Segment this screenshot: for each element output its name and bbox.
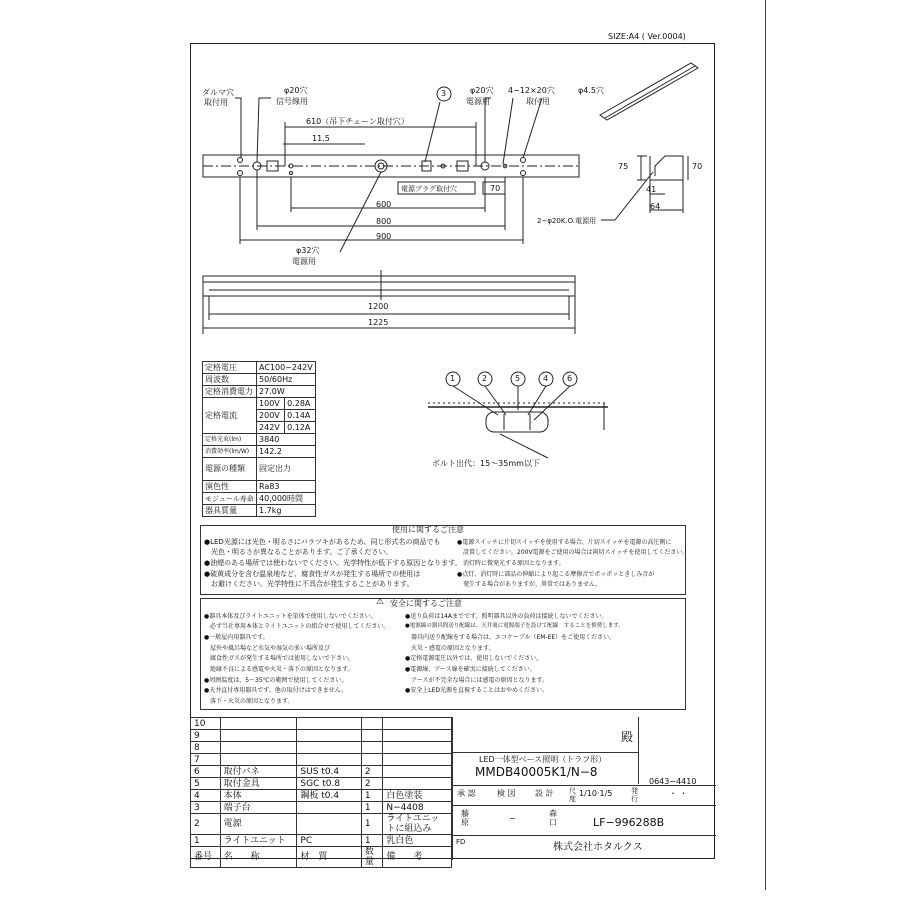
bom-cell: 乳白色 [383, 835, 452, 847]
bom-cell: ライトユニットに組込み [383, 814, 452, 835]
bom-cell: 鋼板 t0.4 [297, 790, 361, 802]
bom-cell [383, 718, 452, 730]
table-row [191, 730, 452, 742]
bom-cell [383, 730, 452, 742]
install-ref: 2 [482, 374, 488, 383]
bom-cell [220, 742, 297, 754]
bom-cell [220, 730, 297, 742]
label-daruma-hole: ダルマ穴 [202, 88, 234, 97]
dim-70: 70 [490, 184, 501, 193]
check-label: 検 図 [497, 789, 516, 798]
dim-610: 610（吊下チェーン取付穴） [306, 117, 409, 126]
spec-value: Ra83 [257, 481, 316, 493]
approver-name: 藤原 [461, 809, 469, 827]
label-hole32: φ32穴 [296, 246, 320, 255]
bom-cell: 備 考 [383, 847, 452, 868]
install-view-drawing [428, 370, 608, 470]
usage-note: 設置してください。200V電源をご使用の場合は両切スイッチを使用してください。 [457, 549, 689, 556]
spec-value: 50/60Hz [257, 374, 316, 386]
front-view-drawing [195, 268, 585, 343]
design-label: 設 計 [535, 789, 554, 798]
bom-cell: 白色塗装 [383, 790, 452, 802]
table-header [191, 847, 452, 868]
bom-cell [383, 778, 452, 790]
title-divider [453, 752, 638, 753]
usage-note: 消灯時に微発光する原因となります。 [457, 560, 565, 567]
usage-note: ●LED光源には光色・明るさにバラツキがあるため、同じ形式名の商品でも [204, 538, 441, 546]
safety-note: ●電源線の器具間送り配線は、天井裏に電源端子を設けて配線 することを推奨します。 [405, 623, 624, 629]
usage-notes-title: 使用に関するご注意 [392, 525, 464, 534]
fd-label: FD [456, 838, 466, 846]
spec-value: 27.0W [257, 386, 316, 398]
bom-cell [220, 718, 297, 730]
bom-cell: 4 [191, 790, 221, 802]
bom-cell: 7 [191, 754, 221, 766]
table-row [191, 754, 452, 766]
spec-label: 定格消費電力 [203, 386, 257, 398]
label-hole45: φ4.5穴 [578, 86, 604, 95]
bom-cell: 1 [361, 802, 382, 814]
title-divider [453, 835, 716, 836]
label-hole20-power: φ20穴 [470, 86, 494, 95]
bom-cell [297, 754, 361, 766]
page-edge-line [765, 0, 766, 890]
install-ref: 5 [515, 374, 521, 383]
dim-11-5: 11.5 [312, 134, 330, 143]
safety-notes-title: 安全に関するご注意 [390, 599, 462, 608]
approve-label: 承 認 [457, 789, 476, 798]
safety-note: 落下・火災の原因となります。 [204, 698, 294, 705]
designer-name: 森口 [549, 809, 557, 827]
bom-cell: SUS t0.4 [297, 766, 361, 778]
product-name: LED一体型ベース照明（トラフ形） [479, 755, 607, 764]
spec-label: 周波数 [203, 374, 257, 386]
table-row [191, 802, 452, 814]
bom-cell: 本体 [220, 790, 297, 802]
bom-cell: 10 [191, 718, 221, 730]
spec-label: 電源の種類 [203, 458, 257, 481]
usage-note: 発生する場合がありますが、異常ではありません。 [457, 581, 602, 588]
bom-cell: 2 [361, 766, 382, 778]
usage-note: ●油煙のある場所では使わないでください。光学特性が低下する原因となります。 [204, 559, 462, 567]
label-knockout: 2−φ20K.O.電源用 [537, 217, 597, 225]
to-mark: 殿 [621, 730, 634, 744]
bom-cell: 2 [361, 778, 382, 790]
safety-note: ●器具本体及びライトユニットを単体で使用しないでください。 [204, 613, 377, 620]
spec-value: 0.14A [285, 410, 316, 422]
table-row [191, 766, 452, 778]
spec-value: 100V [257, 398, 285, 410]
bom-cell: 取付バネ [220, 766, 297, 778]
warning-icon: ⚠ [376, 597, 385, 607]
spec-label: 器具質量 [203, 505, 257, 517]
product-code: 0643−4410 [649, 777, 697, 786]
bom-table [190, 717, 452, 868]
side-dim-64: 64 [650, 202, 661, 211]
bom-cell [220, 754, 297, 766]
bom-cell: 番号 [191, 847, 221, 868]
spec-label: モジュール寿命 [203, 493, 257, 505]
scale-value: 1/10·1/5 [579, 789, 613, 798]
spec-label: 定格電流 [203, 398, 257, 434]
table-row [191, 814, 452, 835]
title-divider [638, 717, 639, 784]
safety-note: 絶縁不良による感電や火災・落下の原因となります。 [204, 666, 354, 673]
label-daruma-use: 取付用 [204, 98, 228, 107]
table-row [191, 742, 452, 754]
bom-cell [361, 718, 382, 730]
bom-cell [297, 802, 361, 814]
usage-note: ●点灯、消灯時に部品の伸縮により起こる摩擦音でポッポッときしみ音が [457, 571, 655, 578]
dim-1200: 1200 [368, 302, 389, 311]
spec-label: 定格光束(lm) [203, 434, 257, 446]
model-number: MMDB40005K1/N−8 [475, 765, 598, 779]
spec-value: 242V [257, 422, 285, 434]
spec-value: 40,000時間 [257, 493, 316, 505]
bom-cell: 取付金具 [220, 778, 297, 790]
spec-value: 0.28A [285, 398, 316, 410]
label-hole20-power-use: 電源用 [466, 97, 490, 106]
table-row [191, 778, 452, 790]
size-version: SIZE:A4 ( Ver.0004) [608, 32, 686, 41]
label-hole20-signal: φ20穴 [284, 86, 308, 95]
safety-note: ●電源線、アース線を確実に接続してください。 [405, 666, 536, 673]
side-dim-41: 41 [646, 185, 657, 194]
spec-label: 演色性 [203, 481, 257, 493]
bom-cell: 5 [191, 778, 221, 790]
title-divider [453, 785, 716, 786]
bom-cell [361, 754, 382, 766]
checker-name: − [509, 814, 516, 823]
bom-cell: 1 [361, 790, 382, 802]
usage-note: 光色・明るさが異なることがあります。ご了承ください。 [204, 548, 393, 556]
bom-cell [383, 754, 452, 766]
bom-cell: 8 [191, 742, 221, 754]
bom-cell [383, 766, 452, 778]
dim-900: 900 [376, 232, 392, 241]
bom-cell [361, 730, 382, 742]
bom-cell [297, 742, 361, 754]
safety-note: 火災・感電の原因となります。 [405, 645, 495, 652]
top-view-drawing [195, 60, 715, 275]
bom-cell [361, 742, 382, 754]
label-hole32-use: 電源用 [292, 257, 316, 266]
safety-note: ●定格電源電圧以外では、使用しないでください。 [405, 655, 543, 662]
bom-cell: 1 [361, 814, 382, 835]
spec-label: 消費効率(lm/W) [203, 446, 257, 458]
safety-note: アースが不完全な場合には感電の原因となります。 [405, 677, 549, 684]
safety-note: 屋外や風呂場など水気や湿気の多い場所及び [204, 645, 331, 652]
bom-cell: 材 質 [297, 847, 361, 868]
issue-value: ・ ・ [669, 789, 688, 798]
label-slot: 4−12×20穴 [508, 86, 555, 95]
label-slot-use: 取付用 [526, 97, 550, 106]
dim-600: 600 [376, 200, 392, 209]
spec-value: 142.2 [257, 446, 316, 458]
bom-cell [383, 742, 452, 754]
bom-cell: 1 [191, 835, 221, 847]
spec-value: 200V [257, 410, 285, 422]
bom-cell: 電源 [220, 814, 297, 835]
bom-cell: 9 [191, 730, 221, 742]
table-row [191, 718, 452, 730]
bom-cell: SGC t0.8 [297, 778, 361, 790]
bolt-note: ボルト出代：15～35mm以下 [432, 459, 540, 468]
safety-note: ●天井直付専用器具です。他の取付けはできません。 [204, 687, 348, 694]
bom-cell: 6 [191, 766, 221, 778]
bom-cell: 数量 [361, 847, 382, 868]
safety-note: 器具内送り配線をする場合は、エコケーブル（EM-EE）をご使用ください。 [405, 634, 616, 641]
label-ref3: 3 [441, 89, 447, 98]
safety-note: ●送り負荷は14Aまでです。照明器具以外の負荷は接続しないでください。 [405, 613, 608, 620]
safety-note: ●周囲温度は、5～35℃の範囲で使用してください。 [204, 677, 348, 684]
install-ref: 1 [450, 374, 456, 383]
spec-value: AC100~242V [257, 362, 316, 374]
title-divider [453, 805, 716, 806]
install-ref: 4 [543, 374, 549, 383]
issue-label: 発行 [631, 787, 638, 803]
company-name: 株式会社ホタルクス [553, 842, 643, 853]
plug-hole-label: 電源プラグ取付穴 [401, 185, 457, 193]
spec-label: 定格電圧 [203, 362, 257, 374]
bom-cell: 2 [191, 814, 221, 835]
dim-1225: 1225 [368, 318, 389, 327]
dim-800: 800 [376, 217, 392, 226]
usage-note: ●電源スイッチに片切スイッチを使用する場合、片切スイッチを電源の高圧側に [457, 539, 672, 546]
bom-cell [297, 814, 361, 835]
spec-value: 0.12A [285, 422, 316, 434]
bom-cell: N−4408 [383, 802, 452, 814]
spec-value: 3840 [257, 434, 316, 446]
safety-note: 必ず当社専用本体とライトユニットの組合せで使用してください。 [204, 623, 390, 630]
title-block [452, 717, 716, 860]
scale-label: 尺度 [569, 787, 576, 803]
label-hole20-signal-use: 信号線用 [276, 97, 308, 106]
bom-cell: 1 [361, 835, 382, 847]
bom-cell: 3 [191, 802, 221, 814]
bom-cell: 端子台 [220, 802, 297, 814]
bom-cell: PC [297, 835, 361, 847]
spec-value: 1.7kg [257, 505, 316, 517]
spec-value: 固定出力 [257, 458, 316, 481]
bom-cell: 名 称 [220, 847, 297, 868]
drawing-number: LF−996288B [593, 816, 665, 829]
spec-table [202, 361, 316, 517]
usage-note: お避けください。光学特性に不具合が発生することがあります。 [204, 580, 414, 588]
safety-note: ●安全上LED光源を直視することはおやめください。 [405, 687, 548, 694]
side-dim-70: 70 [692, 162, 703, 171]
safety-note: 腐食性ガスが発生する場所では使用しないで下さい。 [204, 655, 355, 662]
bom-cell [297, 718, 361, 730]
install-ref: 6 [567, 374, 573, 383]
bom-cell [297, 730, 361, 742]
bom-cell: ライトユニット [220, 835, 297, 847]
safety-note: ●一般屋内用器具です。 [204, 634, 269, 641]
usage-note: ●硫黄成分を含む温泉地など、腐食性ガスが発生する場所での使用は [204, 570, 421, 578]
table-row [191, 790, 452, 802]
side-dim-75: 75 [618, 162, 629, 171]
table-row [191, 835, 452, 847]
